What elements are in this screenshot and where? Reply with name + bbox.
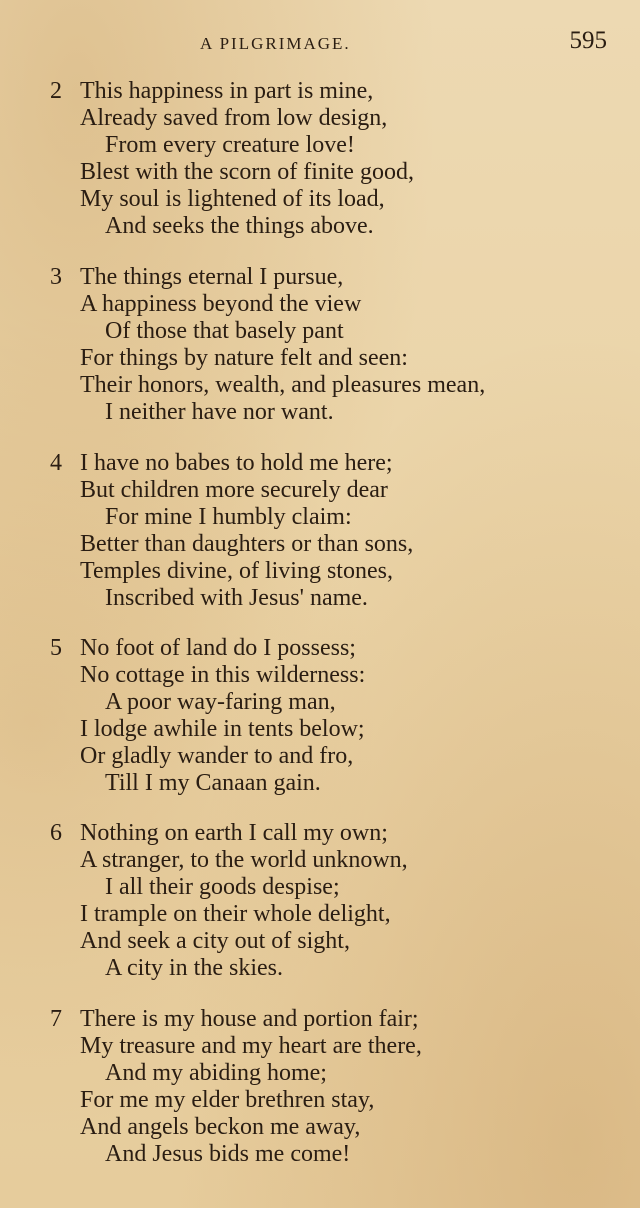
- line-text: No foot of land do I possess;: [80, 635, 356, 661]
- stanza-line: I neither have nor want.: [105, 399, 334, 425]
- stanza-number: 4: [50, 450, 62, 476]
- stanza-line: No cottage in this wilderness:: [80, 662, 366, 688]
- running-title: A PILGRIMAGE.: [200, 34, 351, 53]
- stanza-7: [50, 1006, 630, 1168]
- line-text: The things eternal I pursue,: [80, 264, 344, 290]
- stanza-line: I lodge awhile in tents below;: [80, 716, 365, 742]
- stanza-line: Blest with the scorn of finite good,: [80, 159, 414, 185]
- stanza-line: Of those that basely pant: [105, 318, 344, 344]
- stanza-line: I all their goods despise;: [105, 874, 340, 900]
- stanza-line: Already saved from low design,: [80, 105, 388, 131]
- page-number: 595: [569, 27, 607, 54]
- stanza-line: Till I my Canaan gain.: [105, 770, 321, 796]
- stanza-line: From every creature love!: [105, 132, 355, 158]
- stanza-line: For mine I humbly claim:: [105, 504, 352, 530]
- stanza-line: Better than daughters or than sons,: [80, 531, 414, 557]
- stanza-line: [50, 1006, 630, 1033]
- stanza-number: 3: [50, 264, 62, 290]
- stanza-number: 6: [50, 820, 62, 846]
- stanza-line: Inscribed with Jesus' name.: [105, 585, 368, 611]
- line-text: There is my house and portion fair;: [80, 1006, 419, 1032]
- stanza-line: [50, 450, 630, 477]
- stanza-line: My soul is lightened of its load,: [80, 186, 385, 212]
- stanza-number: 7: [50, 1006, 62, 1032]
- stanza-line: And seeks the things above.: [105, 213, 374, 239]
- stanza-line: [50, 264, 630, 291]
- page-header: [0, 27, 640, 60]
- stanza-line: And my abiding home;: [105, 1060, 327, 1086]
- stanza-line: I trample on their whole delight,: [80, 901, 391, 927]
- stanza-line: Their honors, wealth, and pleasures mean,: [80, 372, 486, 398]
- stanza-line: My treasure and my heart are there,: [80, 1033, 422, 1059]
- stanza-line: [50, 635, 630, 662]
- stanza-line: Temples divine, of living stones,: [80, 558, 393, 584]
- stanza-line: And angels beckon me away,: [80, 1114, 361, 1140]
- stanza-line: Or gladly wander to and fro,: [80, 743, 354, 769]
- stanza-line: [50, 78, 630, 105]
- stanza-line: A poor way-faring man,: [105, 689, 336, 715]
- stanza-line: And seek a city out of sight,: [80, 928, 350, 954]
- stanza-line: And Jesus bids me come!: [105, 1141, 351, 1167]
- stanza-number: 5: [50, 635, 62, 661]
- stanza-3: [50, 264, 630, 426]
- stanza-line: A city in the skies.: [105, 955, 283, 981]
- stanza-5: [50, 635, 630, 797]
- stanza-line: [50, 820, 630, 847]
- stanza-line: A happiness beyond the view: [80, 291, 362, 317]
- line-text: Nothing on earth I call my own;: [80, 820, 388, 846]
- stanza-line: For things by nature felt and seen:: [80, 345, 408, 371]
- stanza-number: 2: [50, 78, 62, 104]
- line-text: I have no babes to hold me here;: [80, 450, 393, 476]
- stanza-line: But children more securely dear: [80, 477, 388, 503]
- stanza-6: [50, 820, 630, 982]
- line-text: This happiness in part is mine,: [80, 78, 374, 104]
- stanza-line: For me my elder brethren stay,: [80, 1087, 375, 1113]
- stanza-line: A stranger, to the world unknown,: [80, 847, 408, 873]
- stanza-4: [50, 450, 630, 612]
- stanza-2: [50, 78, 630, 240]
